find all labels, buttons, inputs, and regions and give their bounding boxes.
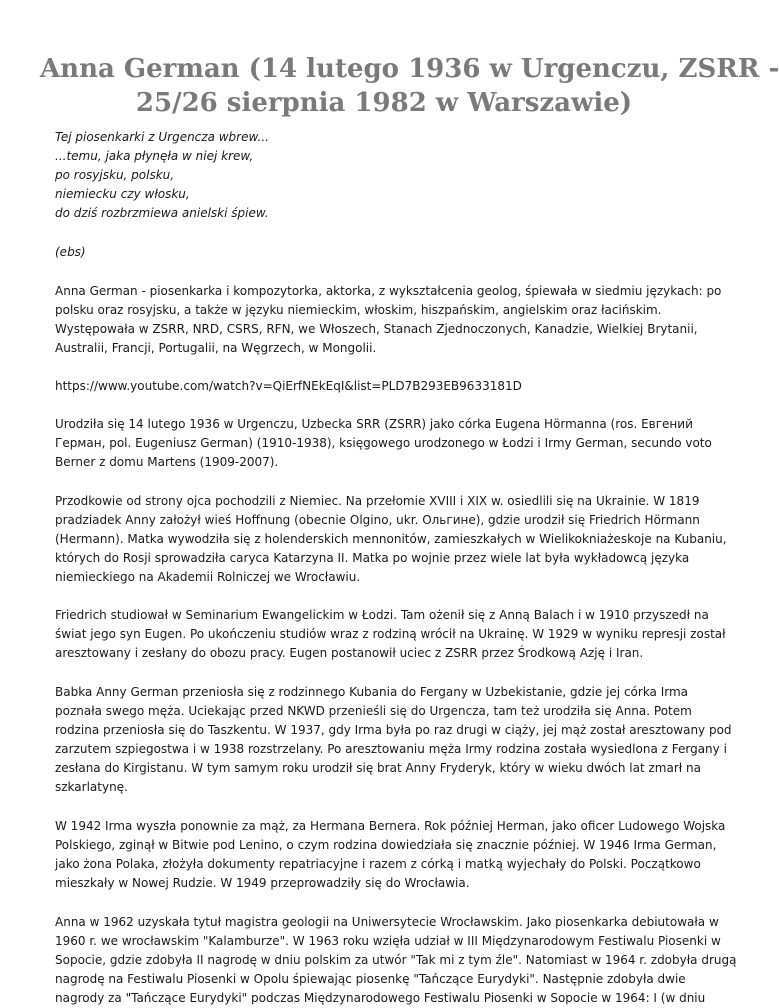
paragraph-birth	[55, 415, 720, 472]
poem-line: Tej piosenkarki z Urgencza wbrew...	[55, 130, 269, 144]
text-line: szkarlatynę.	[55, 780, 128, 794]
poem-line: po rosyjsku, polsku,	[55, 168, 175, 182]
text-line: Występowała w ZSRR, NRD, CSRS, RFN, we Włoszech, Stanach Zjednoczonych, Kanadzie, Wielkiej Brytanii,	[55, 322, 698, 336]
text-line: Przodkowie od strony ojca pochodzili z Niemiec. Na przełomie XVIII i XIX w. osiedlili się na Ukrainie. W 1819	[55, 494, 700, 508]
poem	[55, 128, 720, 223]
text-line: rodzina przeniosła się do Taszkentu. W 1937, gdy Irma była po raz drugi w ciąży, jej mąż został aresztowany pod	[55, 723, 732, 737]
poem-line: ...temu, jaka płynęła w niej krew,	[55, 149, 254, 163]
text-line: Герман, pol. Eugeniusz German) (1910-1938), księgowego urodzonego w Łodzi i Irmy German, secundo voto	[55, 436, 712, 450]
text-line: jako żona Polaka, złożyła dokumenty repatriacyjne i razem z córką i matką wyjechały do Polski. Początkowo	[55, 857, 701, 871]
paragraph-grandmother	[55, 683, 732, 797]
paragraph-ancestors	[55, 492, 727, 587]
youtube-link: https://www.youtube.com/watch?v=QiErfNEkEqI&list=PLD7B293EB9633181D	[55, 379, 522, 393]
paragraph-1942	[55, 817, 726, 893]
text-line: Urodziła się 14 lutego 1936 w Urgenczu, Uzbecka SRR (ZSRR) jako córka Eugena Hörmanna (ros. Евгений	[55, 417, 693, 431]
text-line: W 1942 Irma wyszła ponownie za mąż, za Hermana Bernera. Rok później Herman, jako oficer Ludowego Wojska	[55, 819, 726, 833]
paragraph-1962	[55, 913, 737, 1008]
text-line: zarzutem szpiegostwa i w 1938 rozstrzelany. Po aresztowaniu męża Irmy rodzina została wysiedlona z Fergany i	[55, 742, 727, 756]
text-line: Polskiego, zginął w Bitwie pod Lenino, o czym rodzina dowiedziała się znacznie później. W 1946 Irma German,	[55, 838, 717, 852]
text-line: (Hermann). Matka wywodziła się z holenderskich mennonitów, zamieszkałych w Wielikokniażeskoje na Kubaniu,	[55, 532, 727, 546]
document-body	[55, 128, 737, 1008]
page-title	[40, 52, 779, 120]
text-line: Anna German - piosenkarka i kompozytorka, aktorka, z wykształcenia geolog, śpiewała w siedmiu językach: po	[55, 284, 722, 298]
text-line: Australii, Francji, Portugalii, na Węgrzech, w Mongolii.	[55, 341, 377, 355]
poem-line: do dziś rozbrzmiewa anielski śpiew.	[55, 206, 269, 220]
text-line: aresztowany i zesłany do obozu pracy. Eugen postanowił uciec z ZSRR przez Środkową Azję i Iran.	[55, 646, 644, 660]
text-line: świat jego syn Eugen. Po ukończeniu studiów wraz z rodziną wrócił na Ukrainę. W 1929 w wyniku represji został	[55, 627, 726, 641]
text-line: 1960 r. we wrocławskim "Kalamburze". W 1963 roku wzięła udział w III Międzynarodowym Festiwalu Piosenki w	[55, 934, 721, 948]
text-line: niemieckiego na Akademii Rolniczej we Wrocławiu.	[55, 570, 361, 584]
text-line: których do Rosji sprowadziła caryca Katarzyna II. Matka po wojnie przez wiele lat była wykładowcą języka	[55, 551, 690, 565]
title-line: 25/26 sierpnia 1982 w Warszawie)	[135, 88, 633, 118]
text-line: Berner z domu Martens (1909-2007).	[55, 455, 279, 469]
text-line: nagrodę na Festiwalu Piosenki w Opolu śpiewając piosenkę "Tańczące Eurydyki". Następnie zdobyła dwie	[55, 972, 686, 986]
paragraph-intro	[55, 282, 720, 358]
text-line: Babka Anny German przeniosła się z rodzinnego Kubania do Fergany w Uzbekistanie, gdzie jej córka Irma	[55, 685, 689, 699]
text-line: Friedrich studiował w Seminarium Ewangelickim w Łodzi. Tam ożenił się z Anną Balach i w 1910 przyszedł na	[55, 608, 709, 622]
paragraph-friedrich	[55, 606, 726, 663]
text-line: polsku oraz rosyjsku, a także w języku niemieckim, włoskim, hiszpańskim, angielskim oraz łacińskim.	[55, 303, 662, 317]
text-line: Anna w 1962 uzyskała tytuł magistra geologii na Uniwersytecie Wrocławskim. Jako piosenkarka debiutowała w	[55, 915, 719, 929]
text-line: Sopocie, gdzie zdobyła II nagrodę w dniu polskim za utwór "Tak mi z tym źle". Natomiast w 1964 r. zdobyła drugą	[55, 953, 737, 967]
text-line: mieszkały w Nowej Rudzie. W 1949 przeprowadziły się do Wrocławia.	[55, 876, 470, 890]
text-line: zesłana do Kirgistanu. W tym samym roku urodził się brat Anny Fryderyk, który w wieku dwóch lat zmarł na	[55, 761, 701, 775]
title-line: Anna German (14 lutego 1936 w Urgenczu, ZSRR -	[40, 54, 779, 84]
text-line: nagrody za "Tańczące Eurydyki" podczas Międzynarodowego Festiwalu Piosenki w Sopocie w 1964: I (w dniu	[55, 991, 706, 1005]
poem-author: (ebs)	[55, 245, 86, 259]
poem-line: niemiecku czy włosku,	[55, 187, 190, 201]
text-line: poznała swego męża. Uciekając przed NKWD przenieśli się do Urgencza, tam też urodziła się Anna. Potem	[55, 704, 692, 718]
text-line: pradziadek Anny założył wieś Hoffnung (obecnie Olgino, ukr. Ольгине), gdzie urodził się Friedrich Hörmann	[55, 513, 700, 527]
